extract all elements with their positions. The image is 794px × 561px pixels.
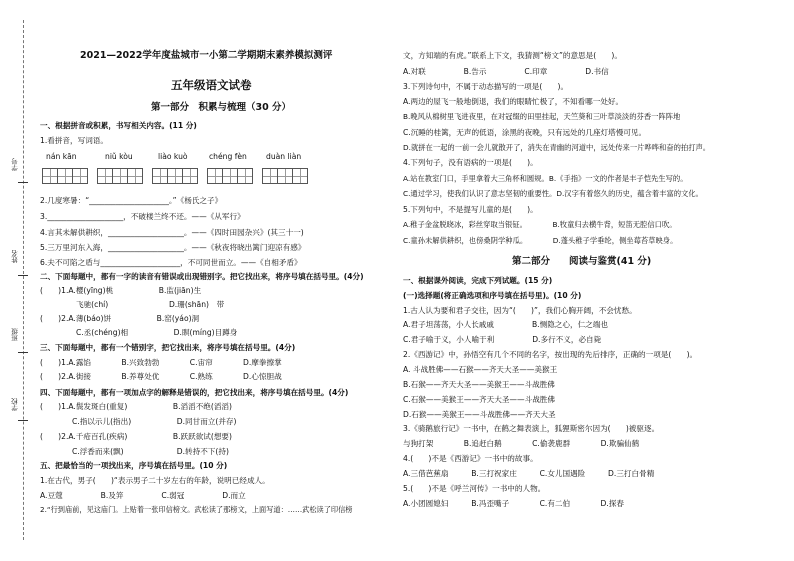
reading-q2-option-d: D.石猴——美猴王——斗战胜佛——齐天大圣 [403,410,556,419]
pinyin-1: nán kān [46,152,77,161]
section5-q1: 1.在古代，男子( )“表示男子二十岁左右的年龄，说明已经成人。 [40,476,270,485]
question-1-6: 6.夫不可陷之盾与_____________________，不可同世而立。——《自相矛盾》 [40,258,302,267]
reading-q2-option-b: B.石猴——齐天大圣——美猴王——斗战胜佛 [403,380,555,389]
section4-row1: ( )1.A.鬓发斑白(重复) B.滔滔不绝(滔滔) [40,402,232,411]
answer-grid-3[interactable] [152,168,197,184]
section3-row1: ( )1.A.露馅 B.兴致勃勃 C.宙帘 D.摩拳擦掌 [40,358,282,367]
right-line-11: 5.下列句中，不是提写儿童的是( )。 [403,205,538,214]
gutter-fill-line [18,182,28,183]
right-line-6: C.沉睡的桂篱，无声的低语，涂黑的夜晚，只有远处的几座灯塔慢可见。 [403,128,647,137]
reading-q1-options-a: A.君子坦荡荡，小人长戚戚 B.恻隐之心，仁之端也 [403,320,608,329]
section4-row2: ( )2.A.千疮百孔(疾病) B.跃跃欲试(想要) [40,432,232,441]
section2-row1b: 飞驰(chí) D.珊(shān) 带 [76,300,225,309]
right-line-7: D.就拼在一起的一前一会儿就散开了，消失在青幽的河道中，远处传来一片哗哗和奋的拍打声。 [403,143,711,152]
right-line-4: A.两边的屋飞一般地倒退，我们的眼睛忙极了，不知看哪一处好。 [403,97,624,106]
pinyin-5: duàn liàn [266,152,302,161]
section1-title: 一、根据拼音或积累，书写相关内容。(11 分) [40,121,197,130]
question-1-4: 4.言其未解供耕织，____________________。——《四时田园杂兴》(其三十一) [40,228,304,237]
gutter-fill-line [18,420,28,421]
reading-q5-options: A.小团圆媳妇 B.冯歪嘴子 C.有二伯 D.探春 [403,499,624,508]
section2-row2: ( )2.A.薄(báo)饼 B.窑(yáo)洞 [40,314,200,323]
question-1-3: 3.____________________，不破楼兰终不还。——《从军行》 [40,212,245,221]
section2-row2b: C.丞(chéng)相 D.瞑(míng)目蹲身 [76,328,238,337]
section5-q2: 2.“行到庙前，见这庙门。上贴着一张印信榜文。武松读了那榜文，上面写道：……武松读了印信榜 [40,505,353,514]
reading-q4-options: A.三借芭蕉扇 B.三打祝家庄 C.女儿国遇险 D.三打白骨精 [403,469,655,478]
reading-q3-options: 与狗打架 B.追赶白鹅 C.偷袭鹿群 D.欺骗仙鹤 [403,439,640,448]
exam-title: 2021—2022学年度盐城市一小第二学期期末素养模拟测评 [80,50,333,61]
right-line-10: C.通过学习，使我们认识了意志坚韧的重要性。D.汉字有着悠久的历史，蕴含着丰富的文化。 [403,189,703,198]
paper-title: 五年级语文试卷 [171,78,252,92]
question-1-2: 2.几度寒暑：“_____________________。”《杨氏之子》 [40,196,223,205]
right-line-5: B.晚风从棉树里飞进夜里，在对冠缀的田里挂起，天竺葵和三叶草淡淡的芬香一阵阵地 [403,112,681,121]
right-line-9: A.站在教室门口，手里拿着大三角杯和圆规。B.《手指》一文的作者是丰子恺先生写的。 [403,174,688,183]
section2-row1: ( )1.A.樱(yīng)桃 B.监(jiān)生 [40,286,202,295]
section5-title: 五、把最恰当的一项找出来，序号填在括号里。(10 分) [40,461,228,470]
binding-gutter [6,0,28,561]
part1-heading: 第一部分 积累与梳理（30 分） [151,102,292,113]
reading-q1: 1.古人认为要和君子交往，因为“( )”，我们心胸开阔，不会忧愁。 [403,306,637,315]
question-1-1: 1.看拼音，写词语。 [40,136,108,145]
reading-q2: 2.《西游记》中，孙悟空有几个不同的名字，按出现的先后排序，正确的一项是( )。 [403,350,698,359]
right-line-3: 3.下列诗句中，不属于动态描写的一项是( )。 [403,82,569,91]
reading-subsection-title: (一)选择题(将正确选项和序号填在括号里)。(10 分) [403,291,582,300]
gutter-label-name: 姓名 [11,250,19,263]
section2-title: 二、下面每题中，都有一字的读音有错误或出现错别字。把它找出来，将序号填在括号里。(4分) [40,272,364,281]
part2-heading: 第二部分 阅读与鉴赏(41 分) [512,256,652,267]
section4-title: 四、下面每题中，都有一项加点字的解释是错误的，把它找出来，将序号填在括号里。(4分) [40,388,349,397]
section4-row1b: C.指以示儿(指出) D.同甘而立(并存) [72,417,237,426]
gutter-label-school: 学校 [11,398,19,411]
reading-section-title: 一、根据课外阅读，完成下列试题。(15 分) [403,276,553,285]
pinyin-3: liào kuò [158,152,188,161]
answer-grid-4[interactable] [207,168,252,184]
right-line-2: A.对联 B.告示 C.印章 D.书信 [403,67,609,76]
reading-q2-option-a: A. 斗战胜佛——石猴——齐天大圣——美猴王 [403,365,558,374]
gutter-dashed-line [23,20,24,540]
reading-q5: 5.( )不是《呼兰河传》一书中的人物。 [403,484,546,493]
gutter-fill-line [18,275,28,276]
reading-q3: 3.《骑鹅旅行记》一书中，在鹤之舞表演上，狐狸斯密尔因为( )被驱逐。 [403,424,660,433]
section3-title: 三、下面每题中，都有一个错别字，把它找出来，将序号填在括号里。(4分) [40,343,296,352]
section4-row2b: C.浮香而来(飘) D.转持不下(持) [72,447,229,456]
section3-row2: ( )2.A.街接 B.养尊处优 C.熟练 D.心惊胆战 [40,372,282,381]
right-line-1: 文，方知端的有虎。”联系上下文，我猜测“榜文”的意思是( )。 [403,51,622,60]
answer-grid-5[interactable] [262,168,307,184]
question-1-5: 5.三万里河东入海，____________________。——《秋夜将晓出篱门迎凉有感》 [40,243,306,252]
reading-q2-option-c: C.石猴——美猴王——齐天大圣——斗战胜佛 [403,395,555,404]
right-line-12: A.稚子金盆脱晓冰，彩丝穿取当银钲。 B.牧童归去横牛背，短笛无腔信口吹。 [403,220,677,229]
reading-q1-options-b: C.君子喻于义，小人喻于利 D.多行不义，必自毙 [403,335,602,344]
section5-q1-options: A.豆蔻 B.及笄 C.弱冠 D.而立 [40,491,246,500]
answer-grid-1[interactable] [42,168,87,184]
gutter-label-class: 班级 [11,328,19,341]
right-line-8: 4.下列句子，没有语病的一项是( )。 [403,158,538,167]
gutter-fill-line [18,352,28,353]
reading-q4: 4.( )不是《西游记》一书中的故事。 [403,454,538,463]
pinyin-4: chéng fèn [209,152,247,161]
pinyin-2: niǔ kòu [105,152,133,161]
gutter-label-number: 学号 [11,158,19,171]
answer-grid-2[interactable] [97,168,142,184]
right-line-13: C.童孙未解供耕织，也傍桑阴学种瓜。 D.蓬头稚子学垂纶，侧坐莓苔草映身。 [403,236,678,245]
